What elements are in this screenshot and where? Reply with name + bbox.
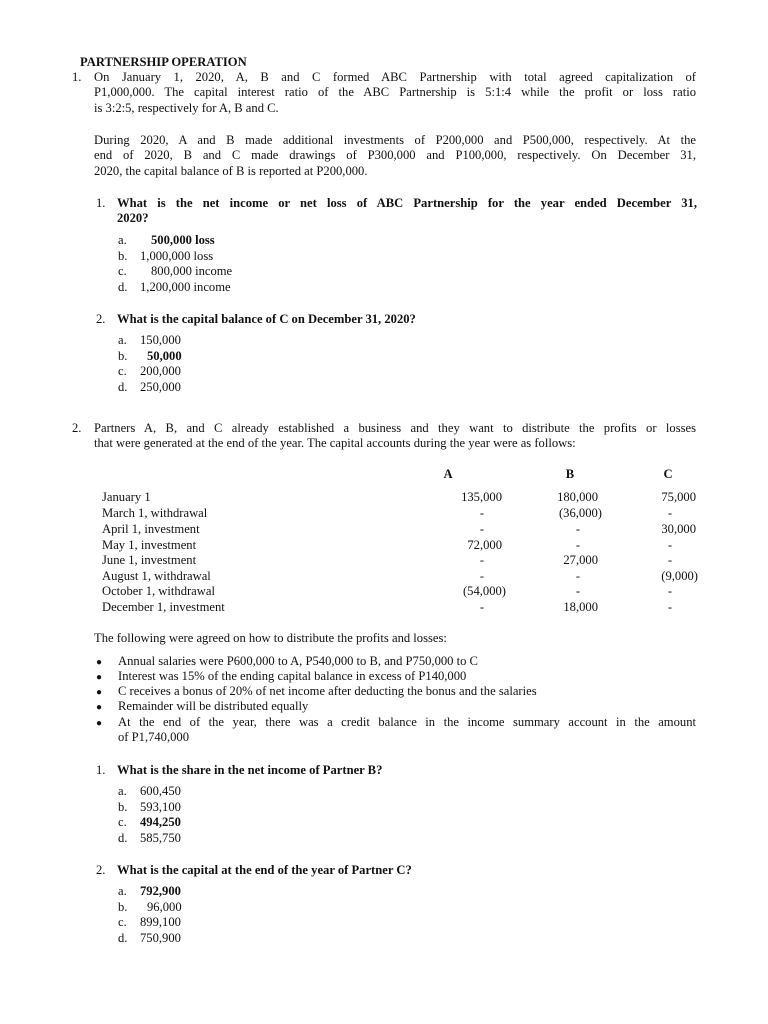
choice-text: 494,250 (140, 815, 181, 829)
question-number: 2. (96, 863, 106, 877)
choice-letter: d. (118, 931, 128, 945)
choice-letter: a. (118, 784, 127, 798)
choice-text: 1,200,000 income (140, 280, 231, 294)
bullet-icon: ● (96, 702, 103, 713)
choice-text: 250,000 (140, 380, 181, 394)
choice-letter: b. (118, 249, 128, 263)
choice-text: 800,000 income (151, 264, 233, 278)
table-cell-c: - (667, 538, 673, 552)
choice-letter: c. (118, 364, 127, 378)
agreement-intro: The following were agreed on how to distribute the profits and losses: (94, 631, 447, 645)
table-cell-a: 135,000 (461, 490, 502, 504)
bullet-icon: ● (96, 718, 103, 729)
choice-text: 96,000 (147, 900, 182, 914)
bullet-icon: ● (96, 657, 103, 668)
choice-text: 200,000 (140, 364, 181, 378)
problem-2-number: 2. (72, 421, 82, 435)
choice-text: 1,000,000 loss (140, 249, 214, 263)
bullet-icon: ● (96, 687, 103, 698)
choice-text: 750,900 (140, 931, 181, 945)
table-cell-a: 72,000 (467, 538, 502, 552)
choice-letter: d. (118, 831, 128, 845)
table-cell-c: - (667, 584, 673, 598)
table-cell-b: - (575, 569, 581, 583)
choice-letter: a. (118, 233, 127, 247)
table-row-label: May 1, investment (102, 538, 197, 552)
table-cell-c: (9,000) (661, 569, 698, 583)
table-cell-c: - (667, 600, 673, 614)
paragraph-line: end of 2020, B and C made drawings of P300,000 and P100,000, respectively. On December 31, (94, 148, 696, 163)
choice-letter: b. (118, 349, 128, 363)
table-cell-c: - (667, 506, 673, 520)
paragraph-line: On January 1, 2020, A, B and C formed ABC Partnership with total agreed capitalization of (94, 70, 696, 84)
table-cell-b: 18,000 (563, 600, 598, 614)
table-cell-a: - (479, 553, 485, 567)
list-item-line: At the end of the year, there was a credit balance in the income summary account in the amount (118, 715, 696, 729)
column-header-c: C (663, 467, 673, 481)
table-cell-b: - (575, 584, 581, 598)
question-line: 2020? (117, 211, 149, 226)
paragraph-line: During 2020, A and B made additional investments of P200,000 and P500,000, respectively. At the (94, 133, 696, 147)
choice-text: 50,000 (147, 349, 182, 363)
problem-2-intro (94, 421, 696, 452)
choice-letter: c. (118, 815, 127, 829)
list-item: Annual salaries were P600,000 to A, P540,000 to B, and P750,000 to C (118, 654, 478, 668)
table-cell-b: (36,000) (558, 506, 602, 520)
paragraph-line: P1,000,000. The capital interest ratio of the ABC Partnership is 5:1:4 while the profit or loss ratio (94, 85, 696, 100)
table-cell-a: - (479, 600, 485, 614)
list-item: Remainder will be distributed equally (118, 699, 309, 713)
page-title: PARTNERSHIP OPERATION (80, 55, 247, 69)
question-text: What is the capital at the end of the year of Partner C? (117, 863, 412, 877)
paragraph-line: Partners A, B, and C already established a business and they want to distribute the profits or losses (94, 421, 696, 435)
table-cell-a: - (479, 506, 485, 520)
table-row-label: March 1, withdrawal (102, 506, 208, 520)
choice-text: 600,450 (140, 784, 181, 798)
paragraph-line: 2020, the capital balance of B is reported at P200,000. (94, 163, 368, 178)
list-item (118, 715, 696, 746)
choice-text: 150,000 (140, 333, 181, 347)
question-text (117, 196, 697, 227)
question-number: 1. (96, 196, 106, 210)
paragraph-line: is 3:2:5, respectively for A, B and C. (94, 100, 279, 115)
choice-letter: b. (118, 800, 128, 814)
table-cell-b: - (575, 538, 581, 552)
table-row-label: December 1, investment (102, 600, 225, 614)
table-cell-a: - (479, 522, 485, 536)
question-number: 1. (96, 763, 106, 777)
choice-letter: d. (118, 380, 128, 394)
problem-1-number: 1. (72, 70, 82, 84)
choice-letter: b. (118, 900, 128, 914)
table-cell-c: 75,000 (661, 490, 696, 504)
table-cell-b: - (575, 522, 581, 536)
table-cell-b: 27,000 (563, 553, 598, 567)
choice-text: 792,900 (140, 884, 181, 898)
table-row-label: January 1 (102, 490, 151, 504)
question-text: What is the capital balance of C on December 31, 2020? (117, 312, 416, 326)
list-item: Interest was 15% of the ending capital balance in excess of P140,000 (118, 669, 467, 683)
list-item-line: of P1,740,000 (118, 730, 190, 745)
question-line: What is the net income or net loss of ABC Partnership for the year ended December 31, (117, 196, 697, 210)
column-header-b: B (565, 467, 575, 481)
table-row-label: April 1, investment (102, 522, 200, 536)
problem-1-paragraph-1 (94, 70, 696, 116)
table-row-label: October 1, withdrawal (102, 584, 215, 598)
table-cell-b: 180,000 (557, 490, 598, 504)
question-number: 2. (96, 312, 106, 326)
choice-text: 585,750 (140, 831, 181, 845)
table-row-label: August 1, withdrawal (102, 569, 211, 583)
choice-text: 500,000 loss (151, 233, 215, 247)
bullet-icon: ● (96, 672, 103, 683)
list-item: C receives a bonus of 20% of net income after deducting the bonus and the salaries (118, 684, 537, 698)
choice-text: 899,100 (140, 915, 181, 929)
table-cell-c: 30,000 (661, 522, 696, 536)
table-cell-a: (54,000) (462, 584, 506, 598)
paragraph-line: that were generated at the end of the year. The capital accounts during the year were as follows: (94, 436, 576, 451)
choice-letter: a. (118, 333, 127, 347)
table-cell-c: - (667, 553, 673, 567)
choice-letter: a. (118, 884, 127, 898)
question-text: What is the share in the net income of Partner B? (117, 763, 383, 777)
choice-letter: c. (118, 915, 127, 929)
table-row-label: June 1, investment (102, 553, 197, 567)
column-header-a: A (443, 467, 453, 481)
problem-1-paragraph-2 (94, 133, 696, 179)
choice-letter: d. (118, 280, 128, 294)
choice-letter: c. (118, 264, 127, 278)
choice-text: 593,100 (140, 800, 181, 814)
table-cell-a: - (479, 569, 485, 583)
